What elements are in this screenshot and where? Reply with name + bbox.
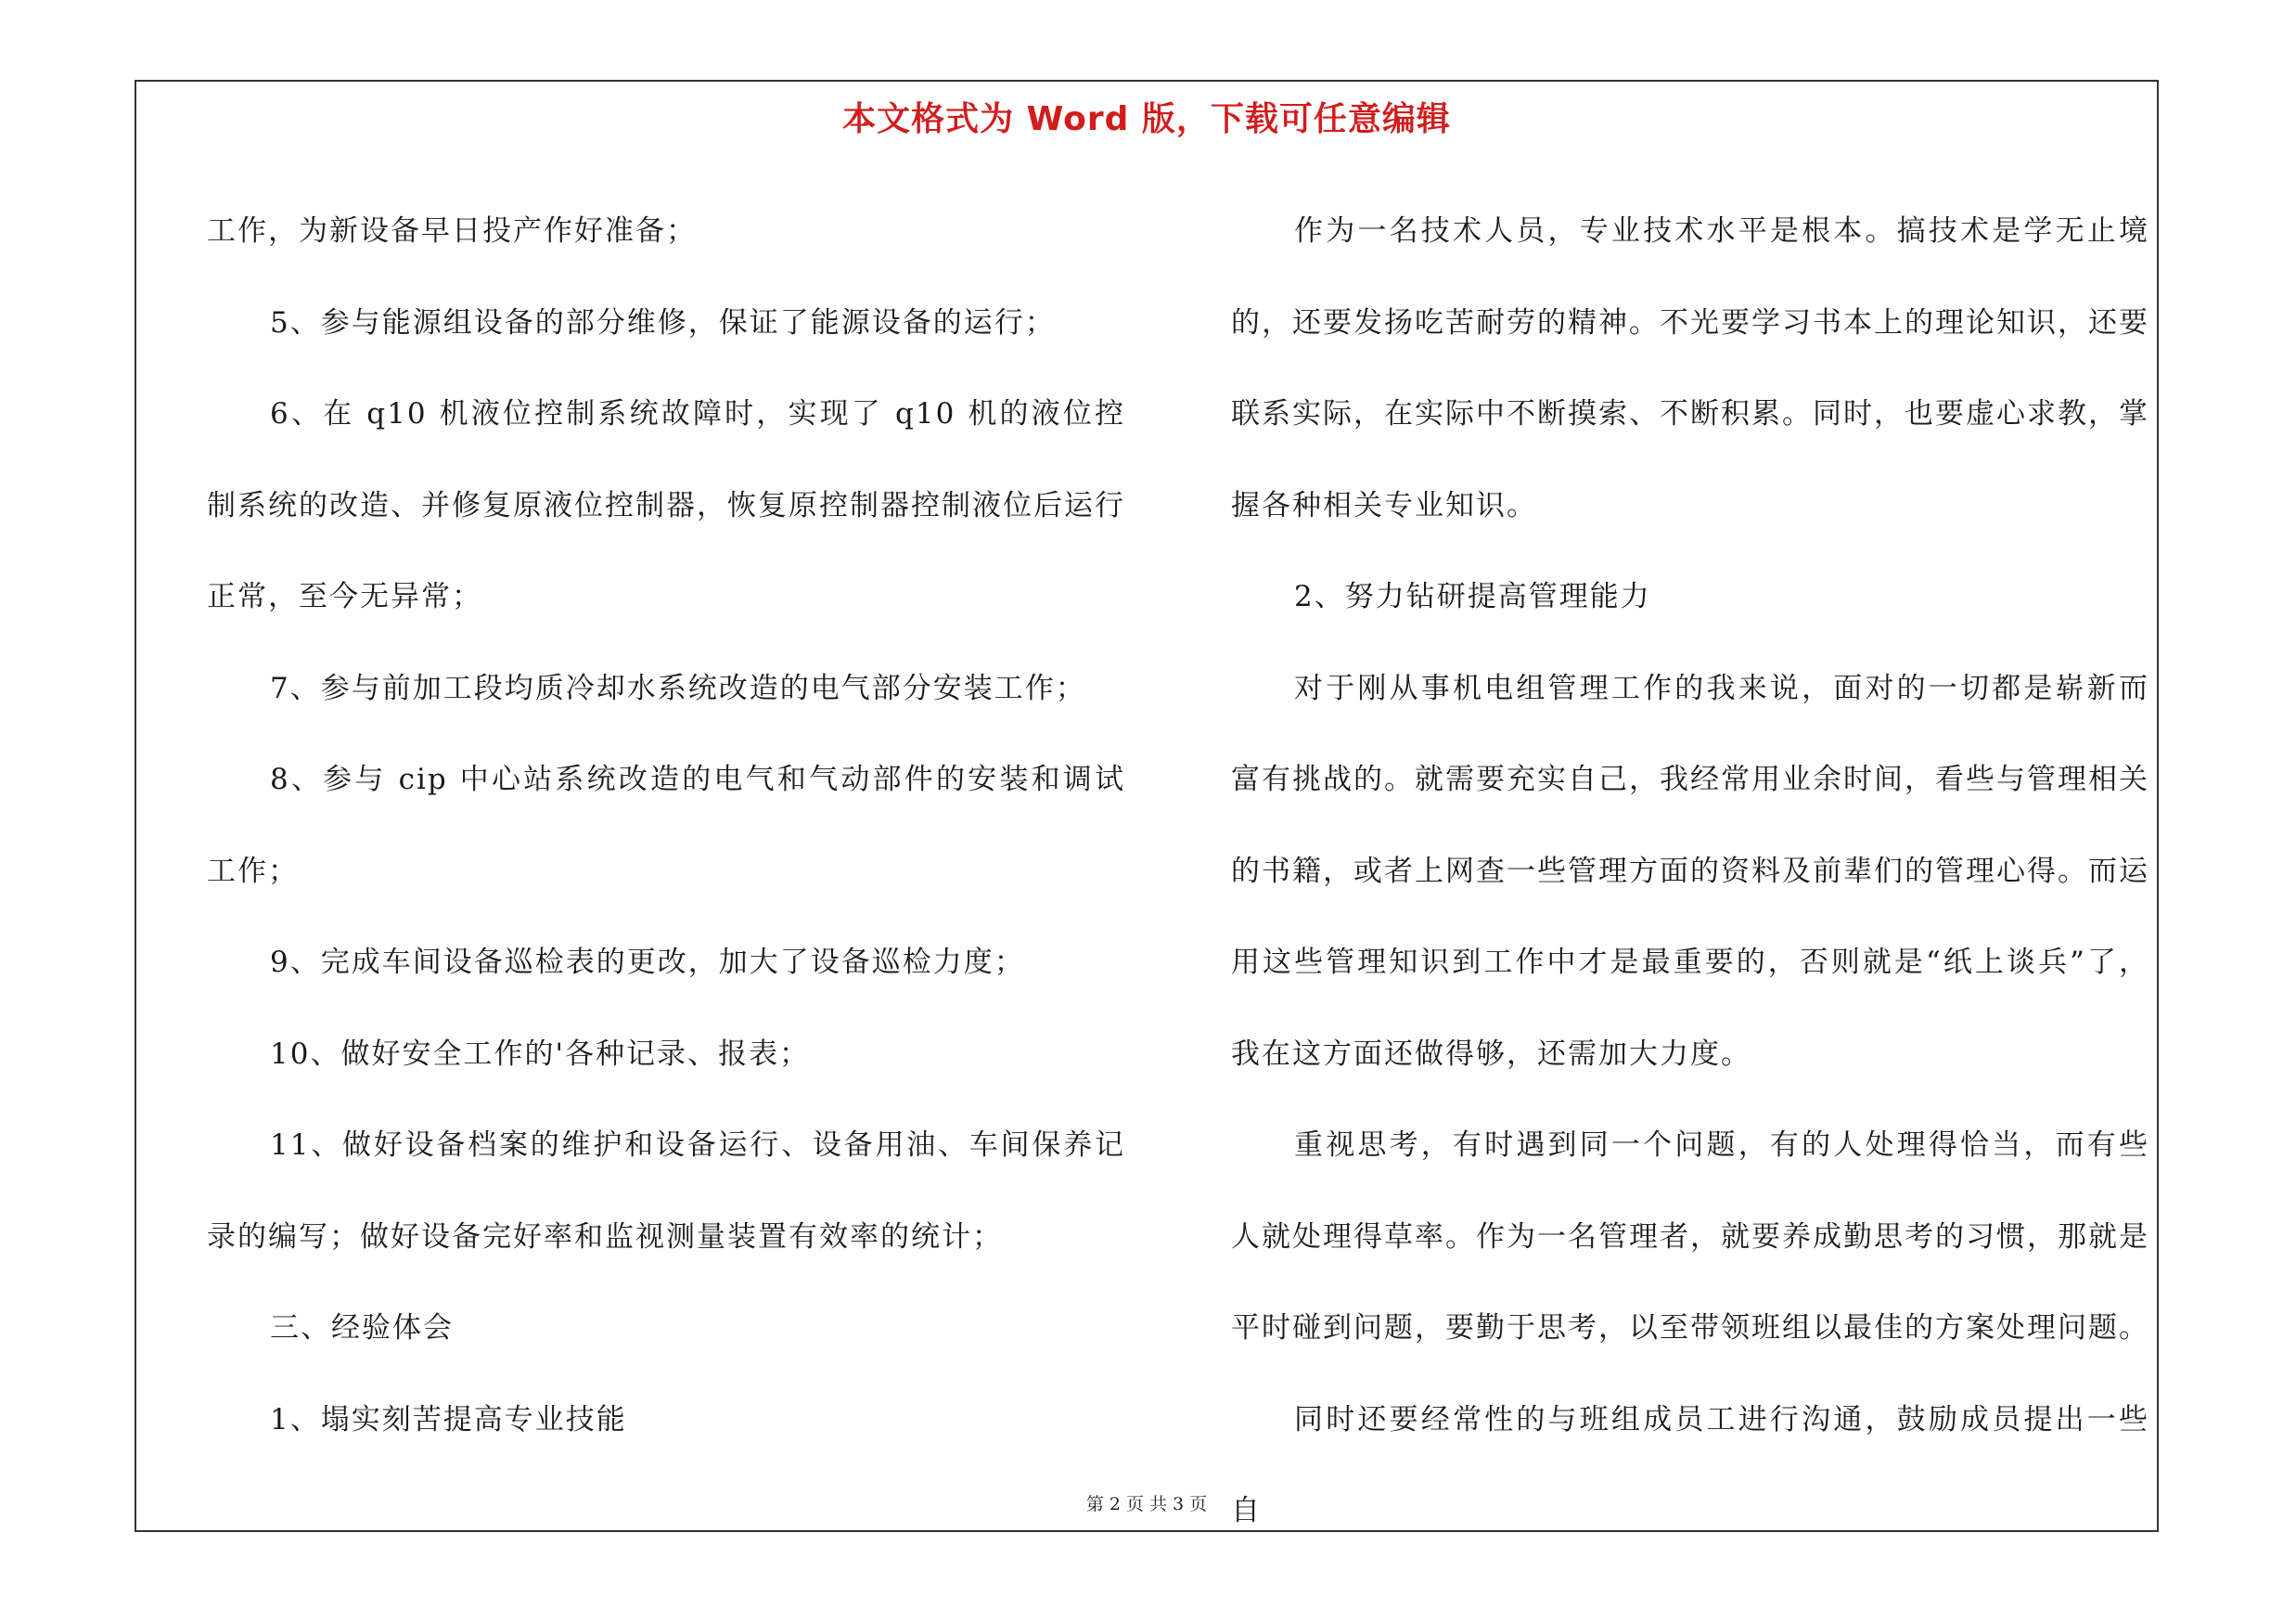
list-item: 8、参与 cip 中心站系统改造的电气和气动部件的安装和调试工作； — [207, 763, 1125, 888]
list-item: 5、参与能源组设备的部分维修，保证了能源设备的运行； — [270, 305, 1056, 340]
list-item: 7、参与前加工段均质冷却水系统改造的电气部分安装工作； — [270, 671, 1086, 705]
paragraph: 作为一名技术人员，专业技术水平是根本。搞技术是学无止境的，还要发扬吃苦耐劳的精神。不光要学习书本上的理论知识，还要联系实际，在实际中不断摸索、不断积累。同时，也要虚心求教，掌握各种相关专业知识。 — [1231, 214, 2149, 522]
subsection-heading: 1、塌实刻苦提高专业技能 — [270, 1402, 627, 1436]
subsection-heading: 2、努力钻研提高管理能力 — [1294, 580, 1651, 613]
left-column — [207, 186, 1125, 1465]
paragraph: 对于刚从事机电组管理工作的我来说，面对的一切都是崭新而富有挑战的。就需要充实自己，我经常用业余时间，看些与管理相关的书籍，或者上网查一些管理方面的资料及前辈们的管理心得。而运用这些管理知识到工作中才是最重要的，否则就是“纸上谈兵”了，我在这方面还做得够，还需加大力度。 — [1231, 671, 2149, 1071]
paragraph: 同时还要经常性的与班组成员工进行沟通，鼓励成员提出一些自 — [1231, 1402, 2149, 1527]
list-item: 11、做好设备档案的维护和设备运行、设备用油、车间保养记录的编写；做好设备完好率和监视测量装置有效率的统计； — [207, 1128, 1125, 1254]
paragraph: 工作，为新设备早日投产作好准备； — [207, 214, 697, 248]
format-banner: 本文格式为 Word 版，下载可任意编辑 — [842, 100, 1451, 138]
section-heading: 三、经验体会 — [270, 1311, 454, 1345]
list-item: 10、做好安全工作的'各种记录、报表； — [270, 1037, 810, 1071]
list-item: 6、在 q10 机液位控制系统故障时，实现了 q10 机的液位控制系统的改造、并修复原液位控制器，恢复原控制器控制液位后运行正常，至今无异常； — [207, 397, 1125, 613]
paragraph: 重视思考，有时遇到同一个问题，有的人处理得恰当，而有些人就处理得草率。作为一名管理者，就要养成勤思考的习惯，那就是平时碰到问题，要勤于思考，以至带领班组以最佳的方案处理问题。 — [1231, 1128, 2149, 1345]
list-item: 9、完成车间设备巡检表的更改，加大了设备巡检力度； — [270, 946, 1025, 979]
page-frame — [135, 80, 2159, 1532]
page-number: 第 2 页 共 3 页 — [1085, 1494, 1208, 1514]
right-column — [1231, 186, 2149, 1557]
